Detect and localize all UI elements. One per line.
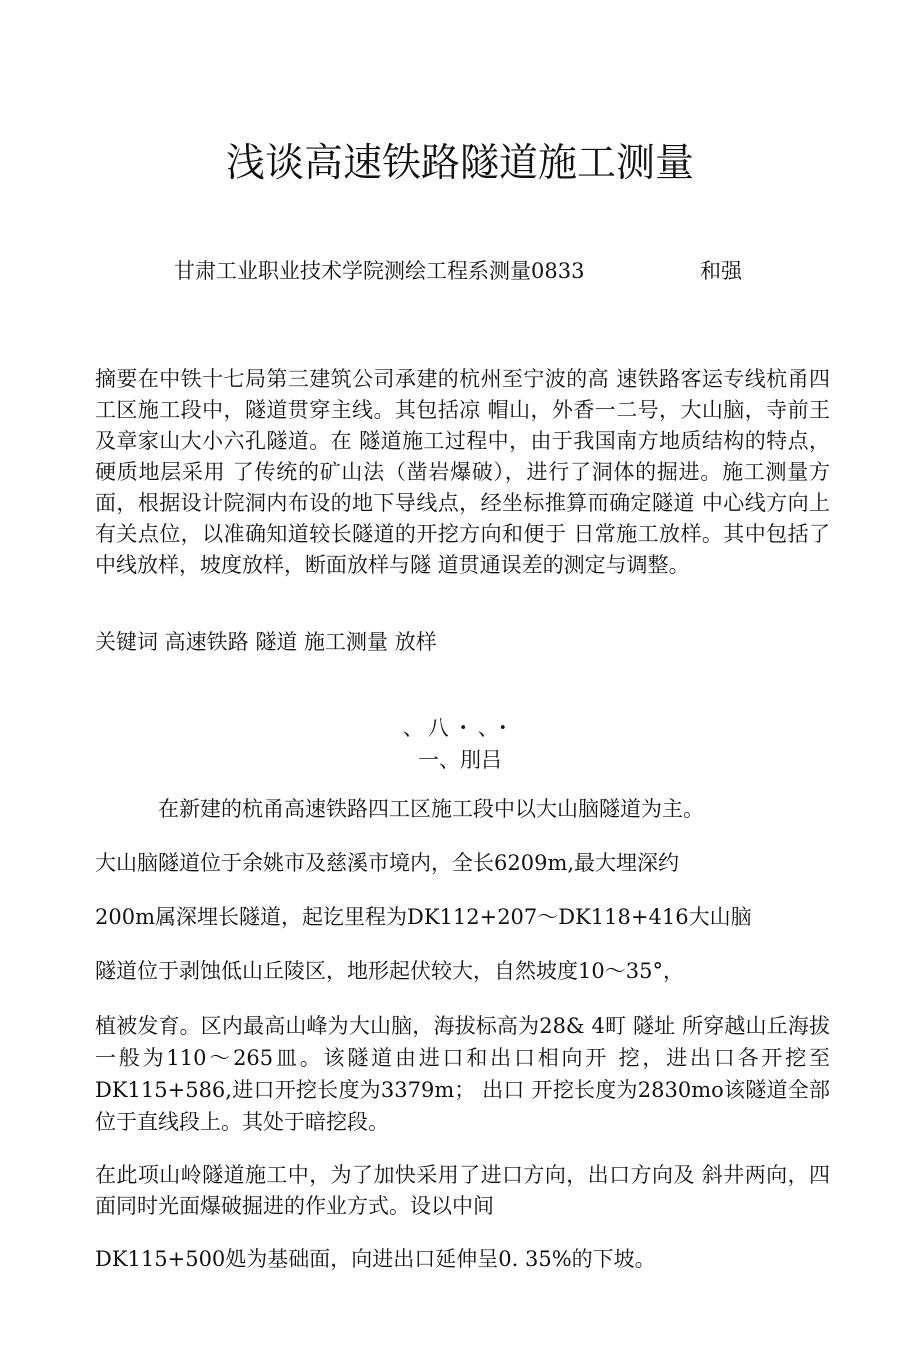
- body-paragraph-5: 植被发育。区内最高山峰为大山脑，海拔标高为28& 4町 隧址 所穿越山丘海拔一般为110～265皿。该隧道由进口和出口相向开 挖，进出口各开挖至DK115+586,进口开挖长度为3379m； 出口 开挖长度为2830mo该隧道全部位于直线段上。其处于暗挖段。: [95, 1014, 830, 1134]
- body-paragraph-2: 大山脑隧道位于余姚市及慈溪市境内，全长6209m,最大埋深约: [95, 851, 680, 875]
- author-affiliation: 甘肃工业职业技术学院测绘工程系测量0833: [174, 259, 585, 283]
- abstract-paragraph: 摘要在中铁十七局第三建筑公司承建的杭州至宁波的高 速铁路客运专线杭甬四工区施工段中，隧道贯穿主线。其包括凉 帽山，外香一二号，大山脑，寺前王及章家山大小六孔隧道。在 隧道施工过程中，由于我国南方地质结构的特点，硬质地层采用 了传统的矿山法（凿岩爆破），进行了洞体的掘进。施工测量方 面，根据设计院洞内布设的地下导线点，经坐标推算而确定隧道 中心线方向上有关点位，以准确知道较长隧道的开挖方向和便于 日常施工放样。其中包括了中线放样，坡度放样，断面放样与隧 道贯通误差的测定与调整。: [95, 367, 830, 577]
- body-paragraph-6: 在此项山岭隧道施工中，为了加快采用了进口方向，出口方向及 斜井两向，四面同时光面爆破掘进的作业方式。设以中间: [95, 1163, 830, 1218]
- section-heading-artifact: 、八・、・: [402, 716, 518, 740]
- body-paragraph-1: 在新建的杭甬高速铁路四工区施工段中以大山脑隧道为主。: [158, 797, 704, 821]
- body-paragraph-4: 隧道位于剥蚀低山丘陵区，地形起伏较大，自然坡度10～35°，: [95, 959, 684, 983]
- author-name: 和强: [700, 259, 742, 283]
- keywords-line: 关键词 高速铁路 隧道 施工测量 放样: [95, 630, 437, 654]
- body-paragraph-7: DK115+500処为基础面，向进出口延伸呈0. 35%的下坡。: [95, 1247, 656, 1271]
- document-title: 浅谈高速铁路隧道施工测量: [225, 141, 694, 186]
- body-paragraph-3: 200m属深埋长隧道，起讫里程为DK112+207～DK118+416大山脑: [95, 905, 752, 929]
- section-heading: 一、刖吕: [418, 748, 502, 772]
